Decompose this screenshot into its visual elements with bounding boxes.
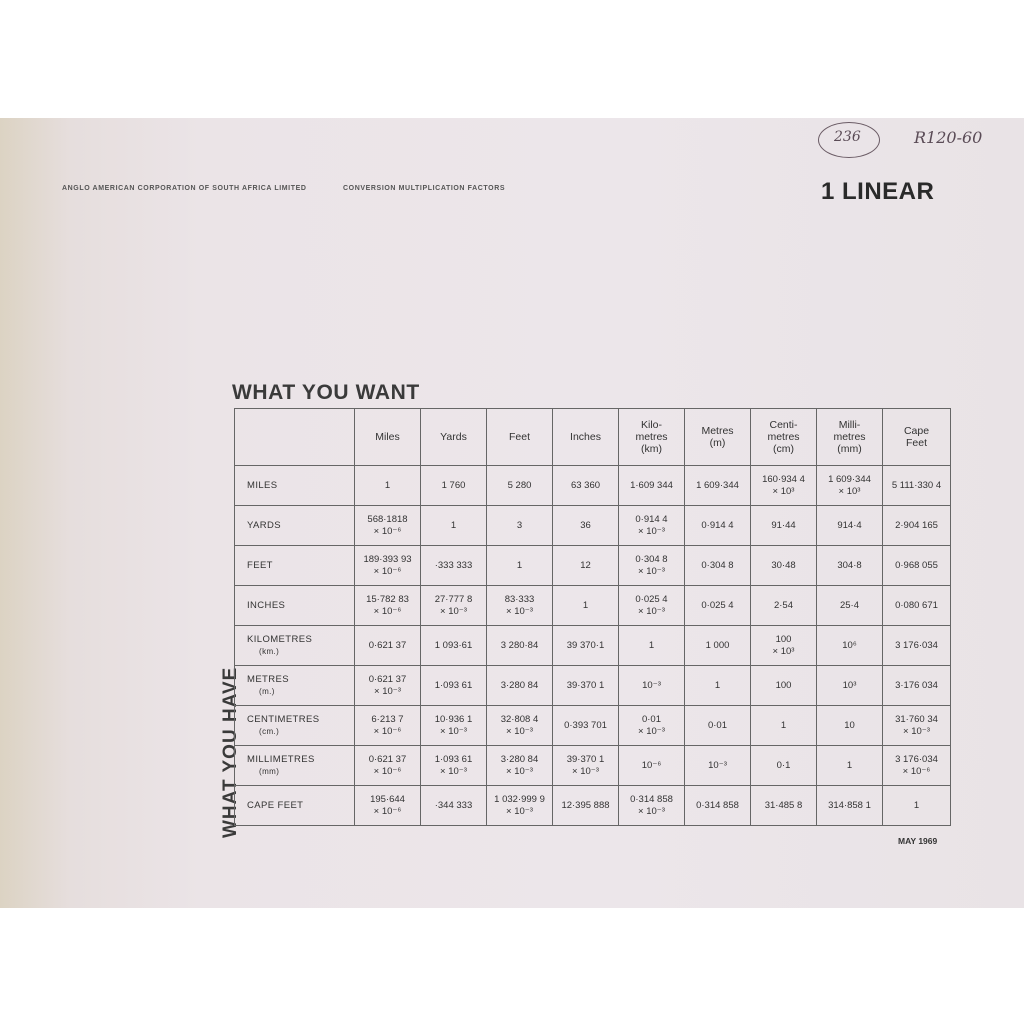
table-cell: 1: [553, 586, 619, 626]
row-unit: (m.): [259, 686, 275, 696]
table-cell: 10³: [817, 666, 883, 706]
table-cell: 100 × 10³: [751, 626, 817, 666]
table-cell: 314·858 1: [817, 786, 883, 826]
table-cell: 5 280: [487, 466, 553, 506]
table-cell: 31·485 8: [751, 786, 817, 826]
table-cell: 10·936 1 × 10⁻³: [421, 706, 487, 746]
table-cell: 0·1: [751, 746, 817, 786]
column-header: Centi- metres (cm): [751, 409, 817, 466]
table-cell: 0·025 4 × 10⁻³: [619, 586, 685, 626]
corner-cell: [235, 409, 355, 466]
table-cell: 0·621 37 × 10⁻³: [355, 666, 421, 706]
table-cell: 3 176·034 × 10⁻⁶: [883, 746, 951, 786]
table-cell: ·333 333: [421, 546, 487, 586]
table-cell: 1·093 61 × 10⁻³: [421, 746, 487, 786]
table-cell: 6·213 7 × 10⁻⁶: [355, 706, 421, 746]
company-name: ANGLO AMERICAN CORPORATION OF SOUTH AFRICA LIMITED: [62, 185, 307, 192]
table-cell: 1: [355, 466, 421, 506]
handwritten-number: 236: [834, 129, 861, 145]
table-cell: 0·01 × 10⁻³: [619, 706, 685, 746]
table-cell: 0·621 37: [355, 626, 421, 666]
table-cell: 2·54: [751, 586, 817, 626]
table-cell: 0·304 8: [685, 546, 751, 586]
row-unit: (km.): [259, 646, 280, 656]
row-label: KILOMETRES: [247, 633, 313, 645]
table-cell: 1 760: [421, 466, 487, 506]
column-header: Kilo- metres (km): [619, 409, 685, 466]
table-cell: 0·314 858 × 10⁻³: [619, 786, 685, 826]
table-cell: 0·621 37 × 10⁻⁶: [355, 746, 421, 786]
table-cell: 100: [751, 666, 817, 706]
table-row: [235, 666, 951, 706]
row-header: [235, 746, 355, 786]
handwritten-reference: R120-60: [914, 128, 983, 147]
table-cell: 304·8: [817, 546, 883, 586]
column-header: Inches: [553, 409, 619, 466]
section-title: 1 LINEAR: [821, 178, 935, 205]
table-cell: 0·01: [685, 706, 751, 746]
table-cell: 10⁻³: [685, 746, 751, 786]
row-header: [235, 546, 355, 586]
column-header: Milli- metres (mm): [817, 409, 883, 466]
publication-date: MAY 1969: [898, 836, 938, 846]
table-cell: 32·808 4 × 10⁻³: [487, 706, 553, 746]
table-cell: 0·914 4: [685, 506, 751, 546]
table-cell: 0·393 701: [553, 706, 619, 746]
table-cell: 39 370·1: [553, 626, 619, 666]
table-cell: 0·914 4 × 10⁻³: [619, 506, 685, 546]
row-label: CENTIMETRES: [247, 713, 320, 725]
row-header: [235, 706, 355, 746]
column-header: Cape Feet: [883, 409, 951, 466]
table-cell: 83·333 × 10⁻³: [487, 586, 553, 626]
table-cell: 1: [619, 626, 685, 666]
column-header: Miles: [355, 409, 421, 466]
table-cell: 0·968 055: [883, 546, 951, 586]
table-cell: 3 280·84: [487, 626, 553, 666]
table-cell: 3·280 84: [487, 666, 553, 706]
table-cell: 12·395 888: [553, 786, 619, 826]
table-cell: 10⁶: [817, 626, 883, 666]
table-cell: 27·777 8 × 10⁻³: [421, 586, 487, 626]
table-cell: 1: [421, 506, 487, 546]
row-unit: (cm.): [259, 726, 280, 736]
table-cell: 15·782 83 × 10⁻⁶: [355, 586, 421, 626]
table-cell: 25·4: [817, 586, 883, 626]
table-cell: 1 093·61: [421, 626, 487, 666]
table-cell: 2·904 165: [883, 506, 951, 546]
table-cell: 189·393 93 × 10⁻⁶: [355, 546, 421, 586]
table-cell: 1: [751, 706, 817, 746]
row-header: [235, 626, 355, 666]
table-cell: 3 176·034: [883, 626, 951, 666]
row-label: MILLIMETRES: [247, 753, 315, 765]
table-cell: 10: [817, 706, 883, 746]
table-cell: 1 609·344 × 10³: [817, 466, 883, 506]
table-cell: 5 111·330 4: [883, 466, 951, 506]
row-label: FEET: [247, 559, 273, 571]
table-row: [235, 746, 951, 786]
table-cell: 91·44: [751, 506, 817, 546]
table-row: [235, 626, 951, 666]
table-cell: 3: [487, 506, 553, 546]
document-subtitle: CONVERSION MULTIPLICATION FACTORS: [343, 185, 506, 192]
table-row: [235, 586, 951, 626]
header-row: [235, 409, 951, 466]
column-header: Metres (m): [685, 409, 751, 466]
table-cell: 3·176 034: [883, 666, 951, 706]
row-label: INCHES: [247, 599, 286, 611]
row-header: [235, 586, 355, 626]
table-cell: 160·934 4 × 10³: [751, 466, 817, 506]
row-header: [235, 506, 355, 546]
row-header: [235, 786, 355, 826]
table-cell: 10⁻⁶: [619, 746, 685, 786]
table-cell: 10⁻³: [619, 666, 685, 706]
table-row: [235, 546, 951, 586]
table-row: [235, 706, 951, 746]
row-header: [235, 466, 355, 506]
table-cell: 30·48: [751, 546, 817, 586]
table-cell: 0·080 671: [883, 586, 951, 626]
table-row: [235, 466, 951, 506]
conversion-table: [234, 408, 951, 826]
table-cell: 1 032·999 9 × 10⁻³: [487, 786, 553, 826]
table-cell: 914·4: [817, 506, 883, 546]
column-header: Feet: [487, 409, 553, 466]
table-cell: 1 609·344: [685, 466, 751, 506]
table-cell: 63 360: [553, 466, 619, 506]
table-cell: ·344 333: [421, 786, 487, 826]
row-label: YARDS: [247, 519, 282, 531]
table-cell: 36: [553, 506, 619, 546]
row-header: [235, 666, 355, 706]
table-cell: 39·370 1: [553, 666, 619, 706]
row-label: MILES: [247, 479, 278, 491]
row-label: CAPE FEET: [247, 799, 304, 811]
what-you-want-title: WHAT YOU WANT: [232, 381, 420, 404]
table-cell: 1 000: [685, 626, 751, 666]
table-row: [235, 506, 951, 546]
table-cell: 1: [883, 786, 951, 826]
table-cell: 568·1818 × 10⁻⁶: [355, 506, 421, 546]
table-cell: 12: [553, 546, 619, 586]
table-cell: 1: [817, 746, 883, 786]
table-cell: 1: [685, 666, 751, 706]
what-you-have-title: WHAT YOU HAVE: [220, 666, 241, 838]
table-row: [235, 786, 951, 826]
table-cell: 0·304 8 × 10⁻³: [619, 546, 685, 586]
table-cell: 0·314 858: [685, 786, 751, 826]
row-unit: (mm): [259, 766, 280, 776]
table-cell: 1: [487, 546, 553, 586]
row-label: METRES: [247, 673, 289, 685]
table-cell: 0·025 4: [685, 586, 751, 626]
table-cell: 1·609 344: [619, 466, 685, 506]
table-cell: 3·280 84 × 10⁻³: [487, 746, 553, 786]
table-cell: 31·760 34 × 10⁻³: [883, 706, 951, 746]
table-cell: 39·370 1 × 10⁻³: [553, 746, 619, 786]
table-cell: 1·093 61: [421, 666, 487, 706]
table-cell: 195·644 × 10⁻⁶: [355, 786, 421, 826]
column-header: Yards: [421, 409, 487, 466]
